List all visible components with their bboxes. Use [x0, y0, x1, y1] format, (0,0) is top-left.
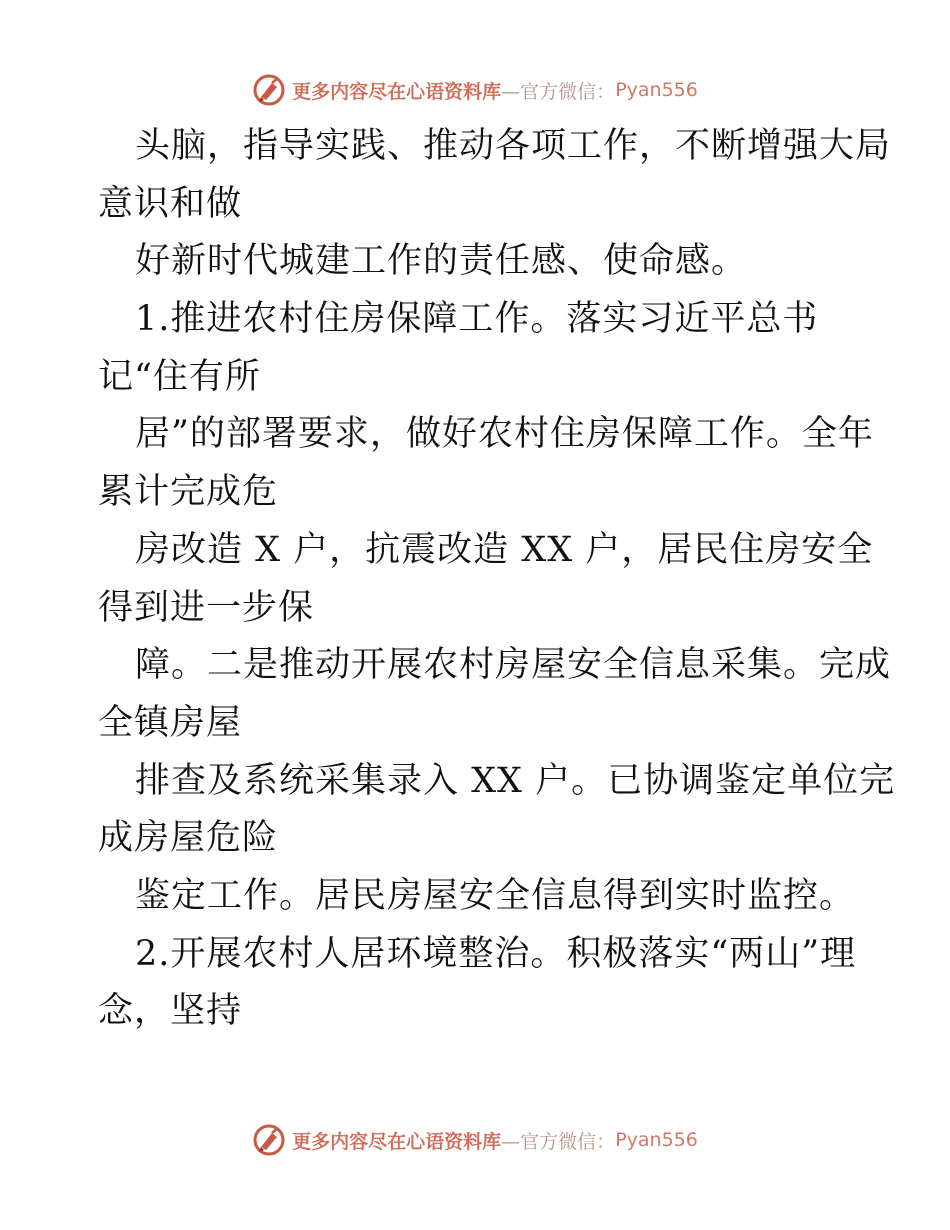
- banner-wechat-id: Pyan556: [615, 1129, 698, 1151]
- text-line: 念，坚持: [98, 991, 243, 1032]
- text-line: 得到进一步保: [98, 587, 315, 628]
- pen-logo-icon: [252, 1123, 286, 1157]
- banner-wechat-id: Pyan556: [615, 79, 698, 101]
- text-line: 记“住有所: [98, 356, 261, 397]
- text-line: 好新时代城建工作的责任感、使命感。: [135, 241, 748, 282]
- text-line: 2.开展农村人居环境整治。积极落实“两山”理: [135, 933, 857, 974]
- header-banner-text: [292, 77, 698, 104]
- text-line: 全镇房屋: [98, 702, 243, 743]
- pen-logo-icon: [252, 73, 286, 107]
- header-banner: [0, 70, 950, 110]
- banner-wechat-label: —官方微信：: [501, 80, 616, 103]
- text-line: 意识和做: [98, 183, 243, 224]
- text-line: 成房屋危险: [98, 818, 279, 859]
- banner-site-name: 更多内容尽在心语资料库: [292, 80, 502, 103]
- text-line: 排查及系统采集录入 XX 户。已协调鉴定单位完: [135, 760, 896, 801]
- footer-banner-text: [292, 1127, 698, 1154]
- text-line: 鉴定工作。居民房屋安全信息得到实时监控。: [135, 875, 856, 916]
- text-line: 居”的部署要求，做好农村住房保障工作。全年: [135, 414, 874, 455]
- banner-site-name: 更多内容尽在心语资料库: [292, 1130, 502, 1153]
- banner-wechat-label: —官方微信：: [501, 1130, 616, 1153]
- body-text: [98, 118, 896, 1041]
- text-line: 头脑，指导实践、推动各项工作，不断增强大局: [135, 126, 892, 166]
- text-line: 房改造 X 户，抗震改造 XX 户，居民住房安全: [135, 529, 874, 570]
- text-line: 累计完成危: [98, 472, 279, 513]
- footer-banner: [0, 1120, 950, 1160]
- text-line: 障。二是推动开展农村房屋安全信息采集。完成: [135, 645, 892, 686]
- text-line: 1.推进农村住房保障工作。落实习近平总书: [135, 299, 819, 340]
